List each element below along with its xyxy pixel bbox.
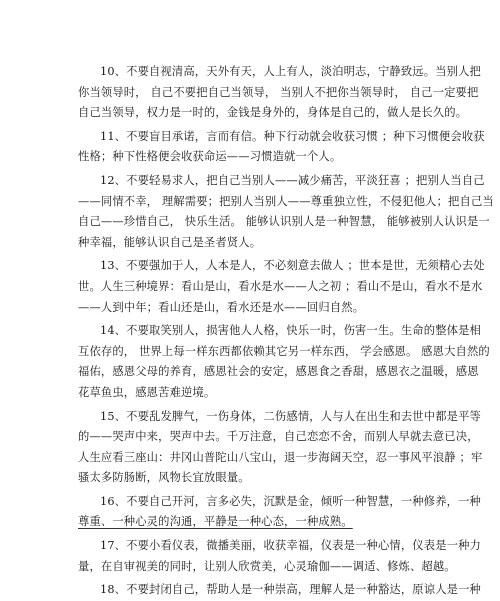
text-line: 量，在自审视美的同时，让别人欣赏美，心灵瑜伽——调适、修炼、超越。: [78, 559, 456, 573]
text-line: 17、不要小看仪表，微播美丽，收获幸福，仪表是一种心情，仪表是一种力: [100, 539, 481, 553]
text-line: 11、不要盲目承诺，言而有信。种下行动就会收获习惯 ；种下习惯便会收获: [100, 129, 485, 143]
text-line: 性格；种下性格便会收获命运——习惯造就一个人。: [78, 150, 342, 164]
paragraph-16: [78, 492, 481, 533]
text-line: 自己——珍惜自己， 快乐生活。 能够认识别人是一种智慧， 能够被别人认识是一: [78, 215, 490, 229]
paragraph-14: [78, 321, 490, 403]
text-line: 18、不要封闭自己，帮助人是一种崇高，理解人是一种豁达，原谅人是一种: [100, 583, 481, 597]
text-line: 16、不要自己开河，言多必失，沉默是金，倾听一种智慧，一种修养，一种: [100, 494, 481, 508]
text-line: 10、不要自视清高，天外有天，人上有人，淡泊明志，宁静致远。当别人把: [100, 65, 481, 78]
text-line: 种幸福，能够认识自己是圣者贤人。: [78, 235, 262, 249]
text-line: 15、不要乱发脾气，一伤身体，二伤感情，人与人在出生和去世中都是平等: [100, 409, 481, 423]
paragraph-15: [78, 407, 483, 489]
paragraph-10: [78, 62, 481, 124]
text-line: 花草鱼虫，感恩苦难逆境。: [78, 385, 216, 399]
paragraph-11: [78, 127, 485, 168]
text-line: 13、不要强加于人，人本是人，不必刻意去做人 ；世本是世，无须精心去处: [100, 259, 485, 273]
paragraph-18: [78, 580, 481, 601]
document-body: [78, 62, 494, 601]
text-line: 世。人生三种境界：看山是山，看水是水——人之初 ；看山不是山，看水不是水: [78, 279, 483, 293]
text-line: 福佑，感恩父母的养育，感恩社会的安定，感恩食之香甜，感恩衣之温暖，感恩: [78, 365, 479, 379]
paragraph-17: [78, 536, 481, 577]
paragraph-12: [78, 171, 494, 253]
text-line: 你当领导时， 自己不要把自己当领导， 当别人不把你当领导时， 自己一定要把: [78, 85, 479, 99]
text-line: 的——哭声中来，哭声中去。千万注意，自己恋恋不舍，而别人早就去意已决，: [78, 430, 479, 444]
text-line: 骚太多防肠断，风物长宜放眼量。: [78, 471, 250, 485]
text-line: ——同情不幸， 理解需要；把别人当别人——尊重独立性，不侵犯他人；把自己当: [78, 194, 494, 208]
text-line: 互依存的， 世界上每一样东西都依赖其它另一样东西， 学会感恩。 感恩大自然的: [78, 344, 490, 358]
paragraph-13: [78, 256, 485, 318]
text-line: 12、不要轻易求人，把自己当别人——减少痛苦，平淡狂喜 ；把别人当自己: [100, 173, 485, 187]
text-line: ——人到中年；看山还是山，看水还是水——回归自然。: [78, 300, 365, 314]
text-line: 14、不要取笑别人，损害他人人格，快乐一时，伤害一生。生命的整体是相: [100, 324, 481, 338]
text-line: 人生应看三座山：井冈山普陀山八宝山，退一步海阔天空，忍一事风平浪静 ；牢: [78, 450, 483, 464]
text-line: 尊重、一种心灵的沟通，平静是一种心态，一种成熟。: [78, 515, 353, 529]
text-line: 自己当领导，权力是一时的，金钱是身外的，身体是自己的，做人是长久的。: [78, 106, 468, 120]
